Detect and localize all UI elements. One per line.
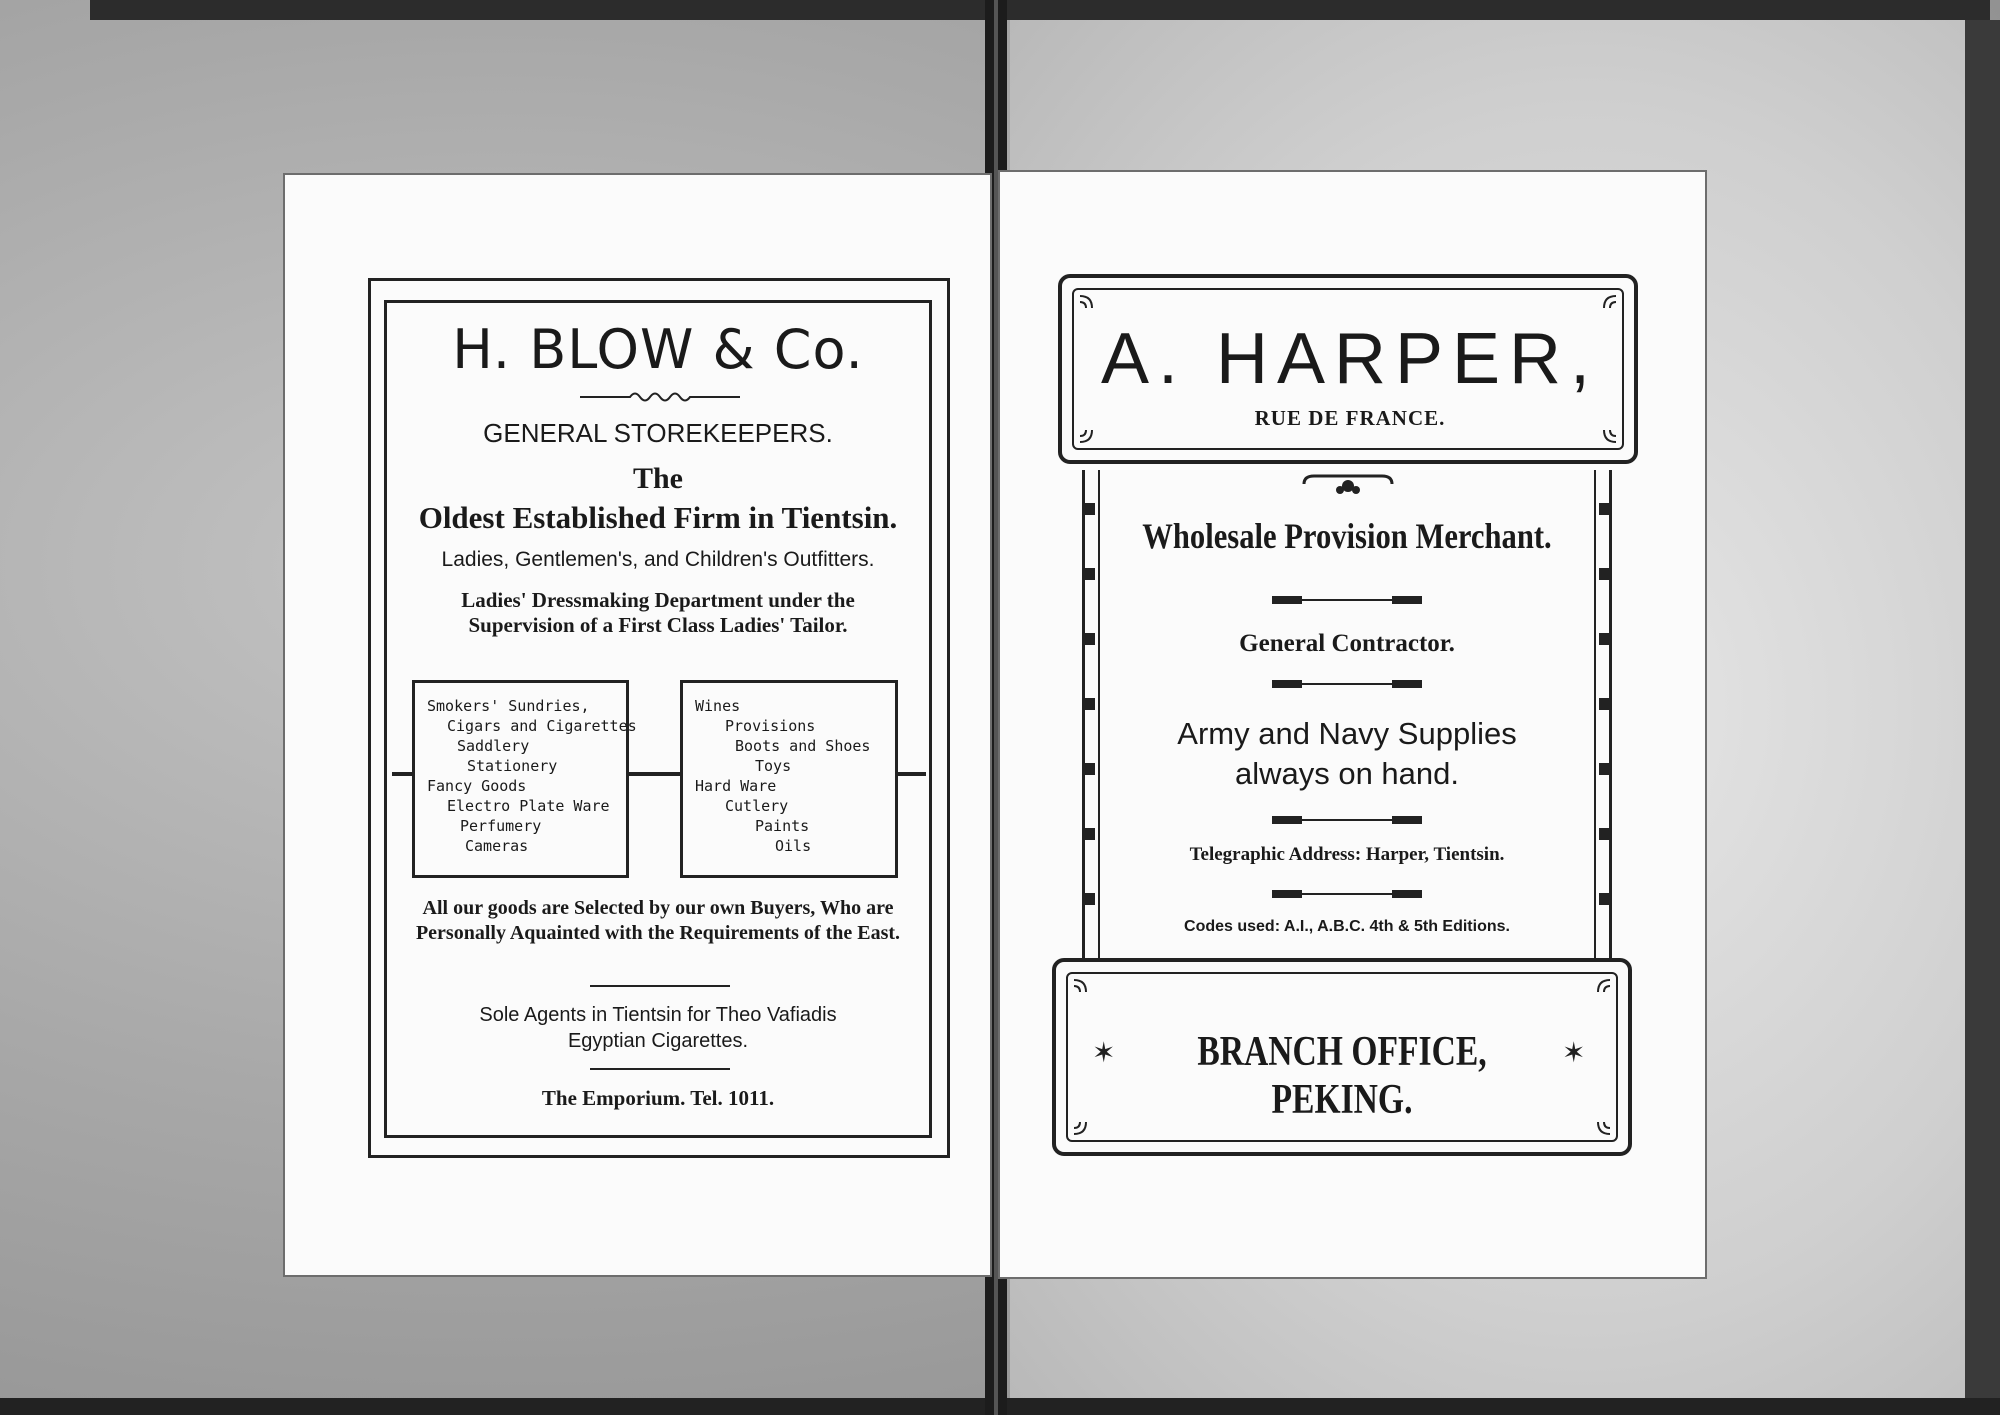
harper-army-line2: always on hand. <box>1234 756 1460 791</box>
list-item: Boots and Shoes <box>735 737 871 755</box>
frame-dot <box>1085 828 1095 840</box>
blow-agents-line2: Egyptian Cigarettes. <box>567 1030 749 1052</box>
star-icon: ✶ <box>1562 1036 1586 1069</box>
list-item: Oils <box>775 837 812 855</box>
bar-divider <box>1272 816 1422 824</box>
blow-emporium: The Emporium. Tel. 1011. <box>541 1086 775 1110</box>
harper-codes: Codes used: A.I., A.B.C. 4th & 5th Editions. <box>1184 918 1510 935</box>
dark-border-top <box>90 0 1990 20</box>
bar-divider <box>1272 596 1422 604</box>
list-item: Electro Plate Ware <box>447 797 610 815</box>
blow-oldest-firm: Oldest Established Firm in Tientsin. <box>418 500 898 535</box>
spine-highlight <box>994 0 998 1415</box>
frame-dot <box>1085 698 1095 710</box>
blow-agents-line1: Sole Agents in Tientsin for Theo Vafiadis <box>479 1004 837 1026</box>
wavy-ornament <box>580 388 740 404</box>
frame-dot <box>1599 893 1609 905</box>
list-item: Hard Ware <box>695 777 777 795</box>
list-item: Stationery <box>467 757 558 775</box>
dark-border-right <box>1965 20 2000 1400</box>
frame-dot <box>1085 893 1095 905</box>
frame-dot <box>1085 568 1095 580</box>
short-rule <box>590 985 730 987</box>
corner-flourish-icon <box>1072 978 1100 1006</box>
blow-the: The <box>632 462 683 495</box>
frame-dot <box>1085 633 1095 645</box>
frame-dot <box>1085 763 1095 775</box>
list-item: Provisions <box>725 717 816 735</box>
frame-dot <box>1599 503 1609 515</box>
bar-divider <box>1272 680 1422 688</box>
frame-dot <box>1599 763 1609 775</box>
frame-dot <box>1085 503 1095 515</box>
harper-street: RUE DE FRANCE. <box>1254 406 1446 430</box>
star-icon: ✶ <box>1092 1036 1116 1069</box>
connector-bar <box>898 772 926 776</box>
harper-army-line1: Army and Navy Supplies <box>1177 716 1517 751</box>
list-item: Fancy Goods <box>427 777 527 795</box>
blow-buyers-note: All our goods are Selected by our own Buyers, Who are Personally Aquainted with the Requirements of the East. <box>415 897 901 944</box>
list-item: Saddlery <box>457 737 530 755</box>
connector-bar <box>392 772 412 776</box>
corner-flourish-icon <box>1072 1108 1100 1136</box>
blow-dressmaking: Ladies' Dressmaking Department under the Supervision of a First Class Ladies' Tailor. <box>461 588 855 637</box>
harper-telegraphic: Telegraphic Address: Harper, Tientsin. <box>1189 844 1505 865</box>
scroll-ornament-icon <box>1300 472 1396 502</box>
harper-wholesale: Wholesale Provision Merchant. <box>1142 516 1552 556</box>
blow-subheading: GENERAL STOREKEEPERS. <box>483 418 833 448</box>
blow-company-name: H. BLOW & Co. <box>452 318 864 381</box>
list-item: Paints <box>755 817 810 835</box>
frame-dot <box>1599 633 1609 645</box>
goods-list-box-right <box>680 680 898 878</box>
bar-divider <box>1272 890 1422 898</box>
short-rule <box>590 1068 730 1070</box>
list-item: Perfumery <box>460 817 542 835</box>
frame-dot <box>1599 698 1609 710</box>
list-item: Cutlery <box>725 797 789 815</box>
frame-dot <box>1599 568 1609 580</box>
frame-dot <box>1599 828 1609 840</box>
list-item: Cameras <box>465 837 529 855</box>
corner-flourish-icon <box>1584 1108 1612 1136</box>
list-item: Smokers' Sundries, <box>427 697 590 715</box>
goods-list-box-left <box>412 680 637 878</box>
harper-contractor: General Contractor. <box>1239 630 1455 657</box>
list-item: Wines <box>695 697 741 715</box>
harper-name: A. HARPER, <box>1100 319 1600 399</box>
corner-flourish-icon <box>1584 978 1612 1006</box>
blow-outfitters: Ladies, Gentlemen's, and Children's Outfitters. <box>441 548 875 571</box>
list-item: Toys <box>755 757 792 775</box>
harper-branch-office: BRANCH OFFICE, PEKING. <box>1197 1029 1487 1123</box>
connector-bar <box>629 772 680 776</box>
list-item: Cigars and Cigarettes <box>447 717 637 735</box>
